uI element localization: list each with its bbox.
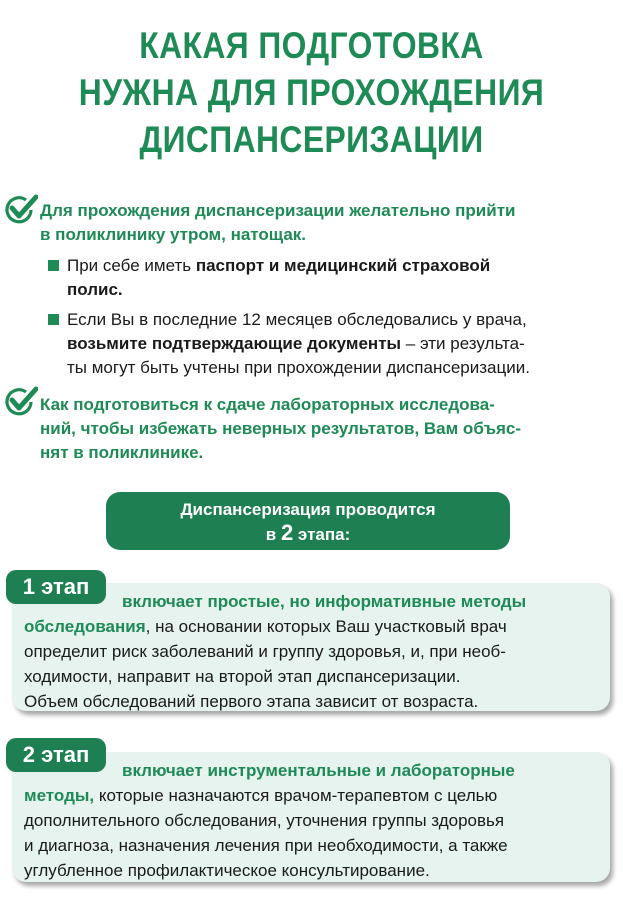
stage-1-lead-2: обследования [24, 617, 146, 636]
stages-header-pre: в [265, 525, 281, 544]
stage-2-line-5: углубленное профилактическое консультирование. [24, 861, 430, 880]
stage-1-line-4: ходимости, направит на второй этап диспансеризации. [24, 667, 461, 686]
bullet-1-prefix: При себе иметь [67, 256, 196, 275]
stage-1-tab: 1 этап [6, 570, 106, 604]
stage-2-text [24, 758, 608, 883]
stages-header-post: этапа: [293, 525, 351, 544]
point-2-line-1: Как подготовиться к сдаче лабораторных исследова- [40, 395, 495, 414]
point-1-line-2: в поликлинику утром, натощак. [40, 225, 307, 244]
stage-2-line-3: дополнительного обследования, уточнения группы здоровья [24, 811, 505, 830]
point-1 [40, 199, 615, 247]
bullet-2-line-3: ты могут быть учтены при прохождении диспансеризации. [67, 358, 530, 377]
stages-header-line-1: Диспансеризация проводится [180, 500, 436, 519]
stage-2-lead-2: методы, [24, 786, 95, 805]
stage-1-lead-1: включает простые, но информативные методы [122, 592, 527, 611]
square-bullet-icon [48, 314, 59, 325]
point-1-line-1: Для прохождения диспансеризации желательно прийти [40, 201, 516, 220]
stage-2-box [12, 752, 610, 882]
point-2-line-2: ний, чтобы избежать неверных результатов, Вам объяс- [40, 419, 522, 438]
stage-2-lead-1: включает инструментальные и лабораторные [122, 761, 515, 780]
point-2 [40, 393, 610, 465]
stage-1-line-3: определит риск заболеваний и группу здоровья, и, при необ- [24, 642, 506, 661]
title-line-1: КАКАЯ ПОДГОТОВКА [139, 25, 484, 66]
stage-2-line-2-rest: которые назначаются врачом-терапевтом с целью [94, 786, 498, 805]
stage-1-line-5: Объем обследований первого этапа зависит от возраста. [24, 692, 479, 711]
square-bullet-icon [48, 260, 59, 271]
bullet-2-bold: возьмите подтверждающие документы [67, 334, 402, 353]
title-line-3: ДИСПАНСЕРИЗАЦИИ [139, 119, 484, 160]
bullet-item-passport [48, 254, 613, 302]
stage-2-line-4: и диагноза, назначения лечения при необходимости, а также [24, 836, 508, 855]
point-2-line-3: нят в поликлинике. [40, 443, 204, 462]
bullet-1-bold-1: паспорт и медицинский страховой [195, 256, 491, 275]
bullet-item-documents [48, 308, 613, 380]
stages-header [106, 492, 510, 550]
bullet-2-line-2-rest: – эти результа- [401, 334, 525, 353]
bullet-1-bold-2: полис. [67, 280, 123, 299]
stage-1-text [24, 589, 608, 714]
check-circle-icon [4, 194, 38, 224]
bullet-2-line-1: Если Вы в последние 12 месяцев обследовались у врача, [67, 310, 527, 329]
stage-2-tab: 2 этап [6, 738, 106, 772]
page-title [0, 22, 623, 163]
stages-count: 2 [280, 520, 294, 545]
check-circle-icon [4, 386, 38, 416]
title-line-2: НУЖНА ДЛЯ ПРОХОЖДЕНИЯ [78, 72, 545, 113]
stage-1-line-2-rest: , на основании которых Ваш участковый врач [145, 617, 507, 636]
